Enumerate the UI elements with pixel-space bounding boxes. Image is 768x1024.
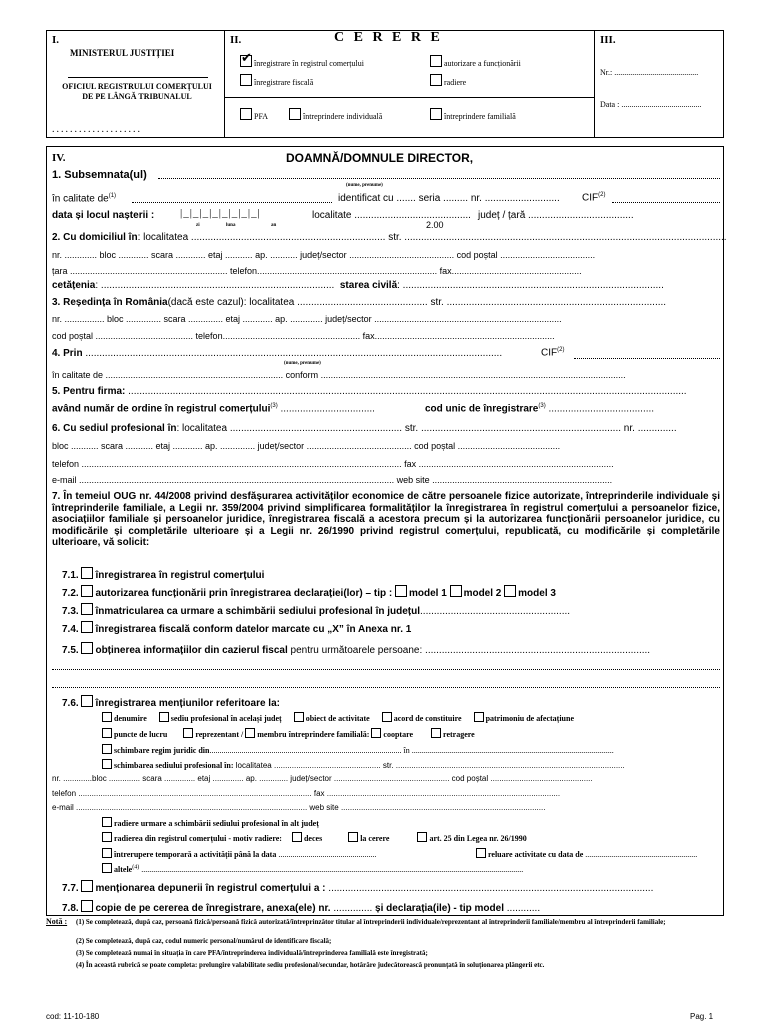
checkbox-model-2[interactable] (450, 585, 462, 597)
checkbox-intreprindere-individuala[interactable] (289, 108, 301, 120)
header-divider (225, 97, 594, 98)
schimbare-sediu-address[interactable]: nr. .............bloc .............. scara .............. etaj .............. ap. ............. județ/sector .................................................... cod poștal .............................................. (52, 774, 593, 783)
checkbox-reluare[interactable] (476, 848, 486, 858)
checkbox-altele[interactable] (102, 863, 112, 873)
entity-intreprindere-individuala[interactable]: întreprindere individuală (289, 108, 382, 121)
salutation: DOAMNĂ/DOMNULE DIRECTOR, (286, 151, 474, 165)
schimbare-regim-row[interactable]: schimbare regim juridic din................................................................................................ în ..................................................................................................... (102, 744, 614, 755)
field-cif-label: CIF$^{(2)}$ (582, 192, 606, 204)
option-inregistrare-fiscala[interactable]: înregistrare fiscală (240, 74, 313, 87)
resedinta-row-1[interactable]: 3. Reședința în România(dacă este cazul): localitatea ............................................... str. ............................................................................... (52, 297, 667, 308)
registration-nr: Nr.: .......................................... (600, 68, 699, 77)
field-subsemnatul-input[interactable] (158, 169, 720, 179)
item-7-2[interactable]: 7.2. autorizarea funcționării prin înregistrarea declarației(lor) – tip : model 1 model 2 model 3 (62, 585, 556, 599)
ministry-underline (68, 77, 208, 78)
checkbox-denumire[interactable] (102, 712, 112, 722)
item-7-4[interactable]: 7.4. înregistrarea fiscală conform datelor marcate cu „X” în Anexa nr. 1 (62, 621, 411, 635)
checkbox-retragere[interactable] (431, 728, 441, 738)
note-3: (3) Se completează numai în situația în care PFA/întreprinderea individuală/întreprinderea familială este înregistrată; (76, 949, 428, 957)
domiciliu-row-2[interactable]: nr. ............. bloc ............ scara ............ etaj ........... ap. ........... județ/sector .......................................... cod poștal ...................................... (52, 250, 596, 260)
checkbox-reprezentant[interactable] (183, 728, 193, 738)
resedinta-row-2[interactable]: nr. ................ bloc .............. scara .............. etaj ............ ap. ............. județ/sector ........................................................................... (52, 314, 562, 324)
cod-unic-row[interactable]: cod unic de înregistrare$^{(3)}$ ...................................... (425, 403, 655, 415)
option-radiere[interactable]: radiere (430, 74, 466, 87)
checkbox-7-2[interactable] (81, 585, 93, 597)
section-2-number: II. (230, 34, 242, 46)
checkbox-7-4[interactable] (81, 621, 93, 633)
sediu-row-3[interactable]: telefon ................................................................................................................................ fax .............................................................................. (52, 459, 614, 469)
registration-date: Data : ........................................ (600, 100, 702, 109)
checkbox-inregistrare-fiscala[interactable] (240, 74, 252, 86)
entity-intreprindere-familiala[interactable]: întreprindere familială (430, 108, 516, 121)
checkbox-la-cerere[interactable] (348, 832, 358, 842)
domiciliu-row-3[interactable]: țara ............................................................... telefon........................................................................ fax.................................................... (52, 266, 582, 276)
checkbox-7-8[interactable] (81, 900, 93, 912)
note-2: (2) Se completează, după caz, codul numeric personal/numărul de identificare fiscală; (76, 937, 332, 945)
checkbox-radiere-schimbare[interactable] (102, 817, 112, 827)
cetatenie-row[interactable]: cetățenia: .................................................................................... starea civilă: .............................................................................................. (52, 280, 664, 291)
field-data-nasterii-label: data și locul nașterii : (52, 210, 155, 221)
checkbox-radiere-motiv[interactable] (102, 832, 112, 842)
checkbox-7-5[interactable] (81, 642, 93, 654)
entity-pfa[interactable]: PFA (240, 108, 268, 121)
field-calitate-label: în calitate $de^{(1)}$ (52, 193, 117, 205)
section-1-number: I. (52, 34, 60, 46)
checkbox-membru[interactable] (245, 728, 255, 738)
note-1: (1) Se completează, după caz, persoană fizică/persoană fizică autorizată/întreprinzător titular al întreprinderii individuale/reprezentant al întreprinderii familiale/membru al întreprinderii familiale; (76, 918, 666, 926)
prin-cif-label: CIF$^{(2)}$ (541, 347, 565, 359)
hint-zi: zi (196, 223, 200, 228)
sediu-row-2[interactable]: bloc ........... scara ........... etaj ............ ap. .............. județ/sector .......................................... cod poștal ......................................... (52, 441, 561, 451)
item-7-5-line-2[interactable] (52, 660, 720, 670)
form-title: C E R E R E (334, 30, 443, 45)
schimbare-sediu-tel[interactable]: telefon ......................................................................................................... fax ......................................................................................................... (52, 789, 561, 798)
field-calitate-input[interactable] (132, 193, 332, 203)
notes-label: Notă : (46, 917, 68, 926)
field-localitate-nastere[interactable]: localitate .......................................... (312, 210, 471, 221)
checkbox-patrimoniu[interactable] (474, 712, 484, 722)
item-7-5-line-3[interactable] (52, 678, 720, 688)
section-4-number: IV. (52, 152, 66, 164)
checkbox-sediu-acelasi-judet[interactable] (159, 712, 169, 722)
checkbox-deces[interactable] (292, 832, 302, 842)
item-7-8[interactable]: 7.8. copie de pe cererea de înregistrare, anexa(ele) nr. .............. și declarația(ile) - tip model ............ (62, 900, 540, 914)
item-7-3[interactable]: 7.3. înmatricularea ca urmare a schimbării sediului profesional în județul...................................................... (62, 603, 570, 617)
prin-nume-hint: (nume, prenume) (284, 361, 321, 366)
mentiuni-row-1[interactable]: denumire sediu profesional în același județ obiect de activitate acord de constituire patrimoniu de afectațiune (102, 712, 574, 723)
option-inregistrare-rc[interactable]: ✔înregistrare în registrul comerțului (240, 55, 364, 68)
checkbox-7-7[interactable] (81, 880, 93, 892)
option-autorizare[interactable]: autorizare a funcționării (430, 55, 521, 68)
sediu-row-1[interactable]: 6. Cu sediul profesional în: localitatea .............................................................. str. ........................................................................ nr. .............. (52, 423, 677, 434)
checkbox-pfa[interactable] (240, 108, 252, 120)
prin-calitate-row[interactable]: în calitate de ....................................................................... conform .......................................................................................................................... (52, 370, 626, 380)
checkbox-model-1[interactable] (395, 585, 407, 597)
checkbox-obiect-activitate[interactable] (294, 712, 304, 722)
page-number: Pag. 1 (690, 1012, 714, 1021)
legal-basis-paragraph: 7. În temeiul OUG nr. 44/2008 privind desfășurarea activităților economice de către persoanele fizice autorizate, întreprinderile individuale și întreprinderile familiale, a Legii nr. 359/2004 privind simplificarea formalităților la înregistrarea în registrul comerțului a persoanelor fizice, asociațiilor familiale și persoanelor juridice, înregistrarea fiscală a acestora precum și la autorizarea funcționării persoanelor juridice, cu modificările și completările ulterioare și a Legii nr. 26/1990 privind registrul comerțului, republicată, cu modificările și completările ulterioare, vă solicit: (52, 491, 720, 548)
schimbare-sediu-email[interactable]: e-mail ........................................................................................................ web site ............................................................................................ (52, 803, 546, 812)
checkbox-7-6[interactable] (81, 695, 93, 707)
schimbare-sediu-row[interactable]: schimbarea sediului profesional în: localitatea ................................................ str. ....................................................................................................... (102, 759, 625, 770)
intrerupere-row[interactable]: întrerupere temporară a activității până la data ................................................. (102, 848, 376, 859)
nume-prenume-hint: (nume, prenume) (346, 183, 383, 188)
hint-an: an (271, 223, 277, 228)
checkbox-cooptare[interactable] (371, 728, 381, 738)
section-3-number: III. (600, 34, 616, 46)
prin-cif-input[interactable] (574, 349, 720, 359)
resedinta-row-3[interactable]: cod poștal ....................................... telefon....................................................... fax........................................................................ (52, 331, 555, 341)
sediu-row-4[interactable]: e-mail .............................................................................................................................. web site ........................................................................ (52, 475, 613, 485)
checkbox-art25[interactable] (417, 832, 427, 842)
checkbox-intrerupere[interactable] (102, 848, 112, 858)
stamp-value: 2.00 (426, 220, 444, 230)
prin-row[interactable]: 4. Prin ...................................................................................................................................................... (52, 348, 503, 359)
checkbox-schimbare-sediu[interactable] (102, 759, 112, 769)
form-code: cod: 11-10-180 (46, 1012, 100, 1021)
checkbox-7-3[interactable] (81, 603, 93, 615)
ministry-name: MINISTERUL JUSTIȚIEI (70, 48, 175, 58)
office-dots: .................... (52, 124, 142, 135)
item-7-7[interactable]: 7.7. menționarea depunerii în registrul comerțului a : ..................................................................................................................... (62, 880, 653, 894)
mentiuni-row-2[interactable]: puncte de lucru reprezentant / membru întreprindere familială: cooptare retragere (102, 728, 475, 739)
item-7-5[interactable]: 7.5. obținerea informațiilor din cazierul fiscal pentru următoarele persoane: ................................................................................. (62, 642, 650, 656)
checkbox-model-3[interactable] (504, 585, 516, 597)
field-data-nasterii-boxes[interactable]: |_|_|_|_|_|_|_|_| (180, 207, 261, 219)
checkbox-puncte-lucru[interactable] (102, 728, 112, 738)
header-box-3 (594, 30, 724, 138)
radiere-motiv-row[interactable]: radierea din registrul comerțului - motiv radiere: deces la cerere art. 25 din Legea nr. 26/1990 (102, 832, 527, 843)
firma-row[interactable]: 5. Pentru firma: ......................................................................................................................................................................................................... (52, 386, 687, 397)
radiere-schimbare-row[interactable]: radiere urmare a schimbării sediului profesional în alt județ (102, 817, 319, 828)
checkbox-schimbare-regim[interactable] (102, 744, 112, 754)
office-name: OFICIUL REGISTRULUI COMERȚULUI DE PE LÂNGĂ TRIBUNALUL (62, 82, 212, 101)
field-judet-tara[interactable]: județ / țară ...................................... (478, 210, 634, 221)
checkbox-inregistrare-rc[interactable] (240, 55, 252, 67)
checkbox-radiere[interactable] (430, 74, 442, 86)
item-7-1[interactable]: 7.1. înregistrarea în registrul comerțului (62, 567, 264, 581)
domiciliu-row-1[interactable]: 2. Cu domiciliul în: localitatea ...................................................................... str. .................................................................................................................... (52, 232, 727, 243)
field-cif-input[interactable] (612, 193, 720, 203)
hint-luna: luna (226, 223, 236, 228)
field-identificat: identificat cu ....... seria ......... nr. ........................... (338, 193, 560, 204)
field-subsemnatul-label: 1. Subsemnata(ul) (52, 169, 147, 181)
reluare-row[interactable]: reluare activitate cu data de ........................................................ (476, 848, 697, 859)
checkbox-autorizare[interactable] (430, 55, 442, 67)
checkbox-7-1[interactable] (81, 567, 93, 579)
note-4: (4) În această rubrică se poate completa: prelungire valabilitate sediu profesional/secundar, hotărâre judecătorească pronunțată în soluționarea plângerii etc. (76, 961, 545, 969)
checkbox-acord-constituire[interactable] (382, 712, 392, 722)
checkbox-intreprindere-familiala[interactable] (430, 108, 442, 120)
altele-row[interactable]: altele$^{(4)}$ ............................................................................................................................................................................................... (102, 863, 523, 874)
item-7-6[interactable]: 7.6. înregistrarea mențiunilor referitoare la: (62, 695, 280, 709)
numar-ordine-row[interactable]: având număr de ordine în registrul comerțului$^{(3)}$ .................................. (52, 403, 375, 415)
